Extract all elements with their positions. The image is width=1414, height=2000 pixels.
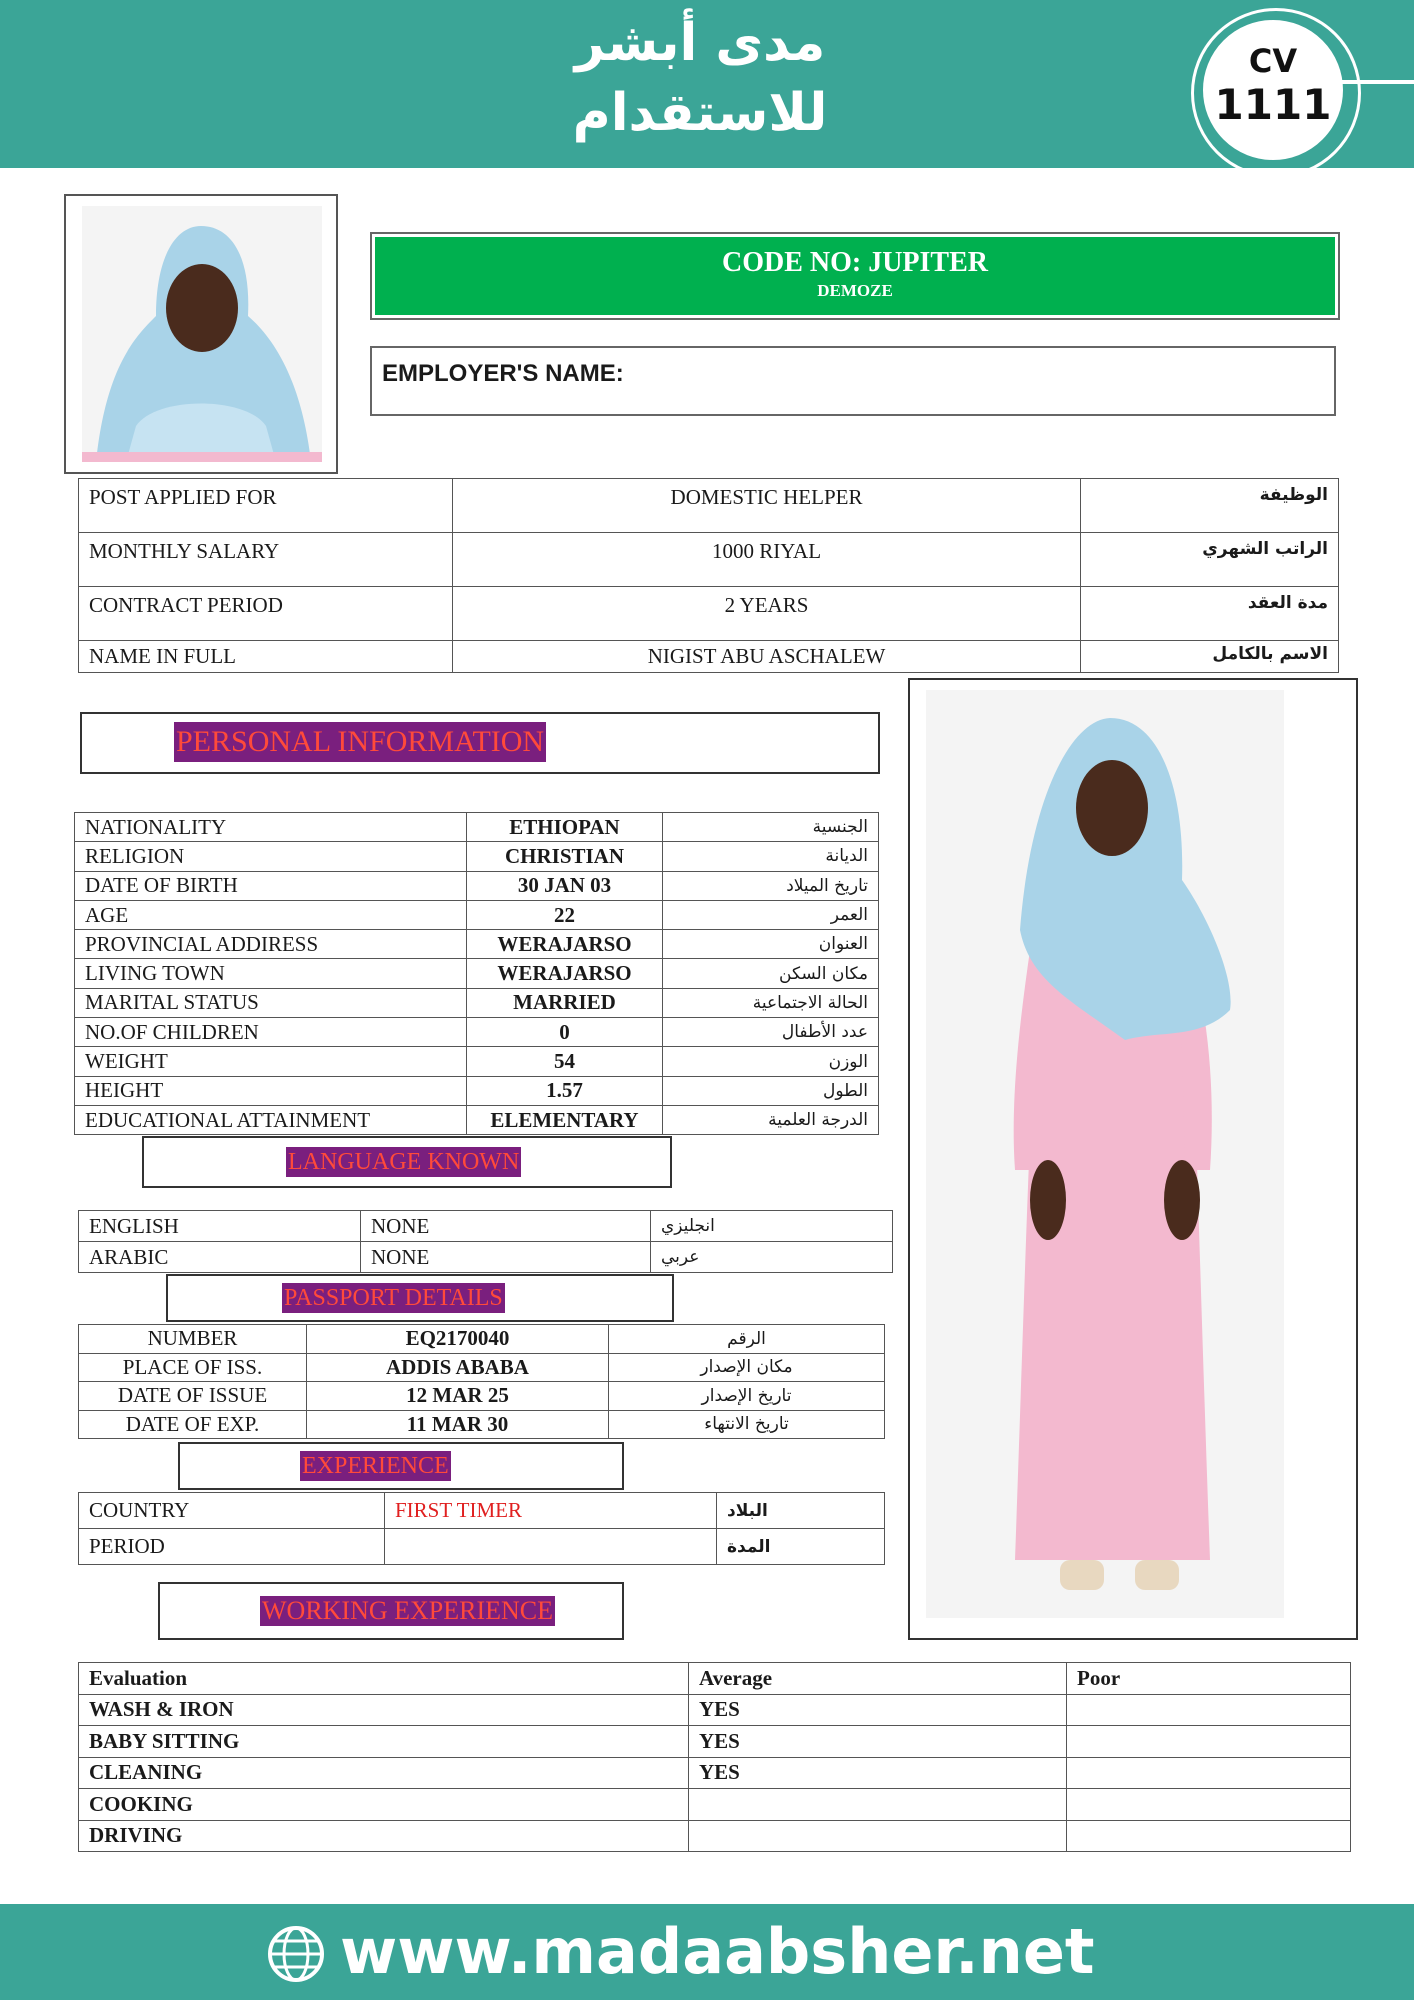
skill-poor xyxy=(1067,1757,1351,1789)
field-label-arabic: الوزن xyxy=(663,1047,879,1076)
skill-name: WASH & IRON xyxy=(79,1694,689,1726)
section-experience xyxy=(178,1442,624,1490)
globe-icon xyxy=(266,1924,326,1984)
table-row xyxy=(79,1789,1351,1821)
table-row xyxy=(79,1242,893,1273)
field-label-arabic: العنوان xyxy=(663,930,879,959)
field-label-arabic: الرقم xyxy=(609,1325,885,1354)
language-name-arabic: عربي xyxy=(651,1242,893,1273)
table-row xyxy=(79,479,1339,533)
field-label: DATE OF EXP. xyxy=(79,1410,307,1439)
field-label: PERIOD xyxy=(79,1529,385,1565)
field-value: ELEMENTARY xyxy=(467,1105,663,1134)
field-label-arabic: العمر xyxy=(663,900,879,929)
field-label: RELIGION xyxy=(75,842,467,871)
code-number: CODE NO: JUPITER xyxy=(721,247,988,278)
table-row xyxy=(75,871,879,900)
language-name-arabic: انجليزي xyxy=(651,1211,893,1242)
field-value: DOMESTIC HELPER xyxy=(453,479,1081,533)
field-label-arabic: الوظيفة xyxy=(1081,479,1339,533)
table-row xyxy=(79,587,1339,641)
skill-average: YES xyxy=(689,1726,1067,1758)
table-row xyxy=(75,1047,879,1076)
agency-name xyxy=(470,8,930,148)
table-row xyxy=(79,1820,1351,1852)
section-passport-details xyxy=(166,1274,674,1322)
table-row xyxy=(75,959,879,988)
field-label: NATIONALITY xyxy=(75,813,467,842)
table-row xyxy=(79,1757,1351,1789)
table-row xyxy=(79,1694,1351,1726)
table-row xyxy=(79,1211,893,1242)
employer-name-box xyxy=(370,346,1336,416)
table-row xyxy=(75,930,879,959)
field-value: 54 xyxy=(467,1047,663,1076)
language-level: NONE xyxy=(361,1242,651,1273)
field-label: EDUCATIONAL ATTAINMENT xyxy=(75,1105,467,1134)
field-label-arabic: الحالة الاجتماعية xyxy=(663,988,879,1017)
field-label: PLACE OF ISS. xyxy=(79,1353,307,1382)
field-label-arabic: الراتب الشهري xyxy=(1081,533,1339,587)
skill-name: BABY SITTING xyxy=(79,1726,689,1758)
basic-info-table xyxy=(78,478,1339,673)
field-label-arabic: البلاد xyxy=(717,1493,885,1529)
working-experience-table xyxy=(78,1662,1351,1852)
cv-number: 1111 xyxy=(1214,80,1332,129)
section-language-known xyxy=(142,1136,672,1188)
code-banner xyxy=(375,237,1335,315)
field-value: MARRIED xyxy=(467,988,663,1017)
field-label: DATE OF BIRTH xyxy=(75,871,467,900)
field-label: HEIGHT xyxy=(75,1076,467,1105)
field-value: NIGIST ABU ASCHALEW xyxy=(453,641,1081,673)
section-title: EXPERIENCE xyxy=(302,1453,449,1479)
field-value: 1000 RIYAL xyxy=(453,533,1081,587)
skill-average: YES xyxy=(689,1694,1067,1726)
section-title: PERSONAL INFORMATION xyxy=(174,722,546,762)
field-label: MARITAL STATUS xyxy=(75,988,467,1017)
field-label-arabic: المدة xyxy=(717,1529,885,1565)
field-label: NUMBER xyxy=(79,1325,307,1354)
field-value: 22 xyxy=(467,900,663,929)
field-value: WERAJARSO xyxy=(467,959,663,988)
field-value: 11 MAR 30 xyxy=(307,1410,609,1439)
code-box xyxy=(370,232,1340,320)
table-row xyxy=(75,813,879,842)
language-table xyxy=(78,1210,893,1273)
language-name: ENGLISH xyxy=(79,1211,361,1242)
field-value: 0 xyxy=(467,1018,663,1047)
field-label-arabic: الطول xyxy=(663,1076,879,1105)
skill-name: CLEANING xyxy=(79,1757,689,1789)
table-row xyxy=(79,1353,885,1382)
field-label: POST APPLIED FOR xyxy=(79,479,453,533)
field-label-arabic: تاريخ الإصدار xyxy=(609,1382,885,1411)
table-row xyxy=(75,988,879,1017)
table-row xyxy=(79,641,1339,673)
language-name: ARABIC xyxy=(79,1242,361,1273)
badge-line xyxy=(1340,80,1414,84)
employer-name-label: EMPLOYER'S NAME: xyxy=(382,360,624,387)
column-header-poor: Poor xyxy=(1067,1663,1351,1695)
field-label: CONTRACT PERIOD xyxy=(79,587,453,641)
field-value: FIRST TIMER xyxy=(385,1493,717,1529)
column-header-average: Average xyxy=(689,1663,1067,1695)
field-value: ETHIOPAN xyxy=(467,813,663,842)
table-row xyxy=(79,533,1339,587)
section-title: PASSPORT DETAILS xyxy=(284,1285,503,1311)
website-link[interactable]: www.madaabsher.net xyxy=(340,1915,1095,1988)
field-value: 30 JAN 03 xyxy=(467,871,663,900)
table-row xyxy=(79,1726,1351,1758)
agency-name-line2: للاستقدام xyxy=(572,83,828,143)
field-label-arabic: عدد الأطفال xyxy=(663,1018,879,1047)
cv-label: CV xyxy=(1248,42,1298,80)
field-label: WEIGHT xyxy=(75,1047,467,1076)
field-label: AGE xyxy=(75,900,467,929)
table-row xyxy=(79,1410,885,1439)
field-value: 12 MAR 25 xyxy=(307,1382,609,1411)
footer-bar xyxy=(0,1904,1414,2000)
skill-poor xyxy=(1067,1789,1351,1821)
field-label-arabic: تاريخ الانتهاء xyxy=(609,1410,885,1439)
field-label-arabic: الجنسية xyxy=(663,813,879,842)
skill-name: DRIVING xyxy=(79,1820,689,1852)
table-row xyxy=(75,1105,879,1134)
experience-table xyxy=(78,1492,885,1565)
table-row xyxy=(79,1325,885,1354)
field-value: ADDIS ABABA xyxy=(307,1353,609,1382)
field-value: WERAJARSO xyxy=(467,930,663,959)
table-row xyxy=(75,842,879,871)
skill-average xyxy=(689,1789,1067,1821)
table-row xyxy=(79,1493,885,1529)
column-header-evaluation: Evaluation xyxy=(79,1663,689,1695)
field-label: LIVING TOWN xyxy=(75,959,467,988)
skill-name: COOKING xyxy=(79,1789,689,1821)
field-label: MONTHLY SALARY xyxy=(79,533,453,587)
field-value: 1.57 xyxy=(467,1076,663,1105)
table-row xyxy=(79,1529,885,1565)
table-row xyxy=(75,1076,879,1105)
field-label: DATE OF ISSUE xyxy=(79,1382,307,1411)
field-value xyxy=(385,1529,717,1565)
field-label: NAME IN FULL xyxy=(79,641,453,673)
field-label-arabic: الديانة xyxy=(663,842,879,871)
personal-info-table xyxy=(74,812,879,1135)
section-title: WORKING EXPERIENCE xyxy=(262,1596,554,1625)
section-personal-information xyxy=(80,712,880,774)
full-body-photo xyxy=(908,678,1358,1640)
field-label-arabic: الاسم بالكامل xyxy=(1081,641,1339,673)
skill-poor xyxy=(1067,1694,1351,1726)
field-label-arabic: مكان الإصدار xyxy=(609,1353,885,1382)
field-label-arabic: الدرجة العلمية xyxy=(663,1105,879,1134)
field-value: 2 YEARS xyxy=(453,587,1081,641)
field-label: COUNTRY xyxy=(79,1493,385,1529)
skill-average xyxy=(689,1820,1067,1852)
code-subtitle: DEMOZE xyxy=(817,281,893,300)
field-label: NO.OF CHILDREN xyxy=(75,1018,467,1047)
passport-table xyxy=(78,1324,885,1439)
table-row xyxy=(75,1018,879,1047)
field-label: PROVINCIAL ADDIRESS xyxy=(75,930,467,959)
section-working-experience xyxy=(158,1582,624,1640)
field-label-arabic: مدة العقد xyxy=(1081,587,1339,641)
cv-badge xyxy=(1203,20,1343,160)
field-label-arabic: تاريخ الميلاد xyxy=(663,871,879,900)
section-title: LANGUAGE KNOWN xyxy=(288,1149,520,1175)
field-value: CHRISTIAN xyxy=(467,842,663,871)
skill-average: YES xyxy=(689,1757,1067,1789)
table-row xyxy=(79,1382,885,1411)
agency-name-line1: مدى أبشر xyxy=(574,13,826,73)
field-value: EQ2170040 xyxy=(307,1325,609,1354)
skill-poor xyxy=(1067,1726,1351,1758)
table-row xyxy=(75,900,879,929)
field-label-arabic: مكان السكن xyxy=(663,959,879,988)
skill-poor xyxy=(1067,1820,1351,1852)
headshot-photo xyxy=(64,194,338,474)
language-level: NONE xyxy=(361,1211,651,1242)
header-bar xyxy=(0,0,1414,168)
